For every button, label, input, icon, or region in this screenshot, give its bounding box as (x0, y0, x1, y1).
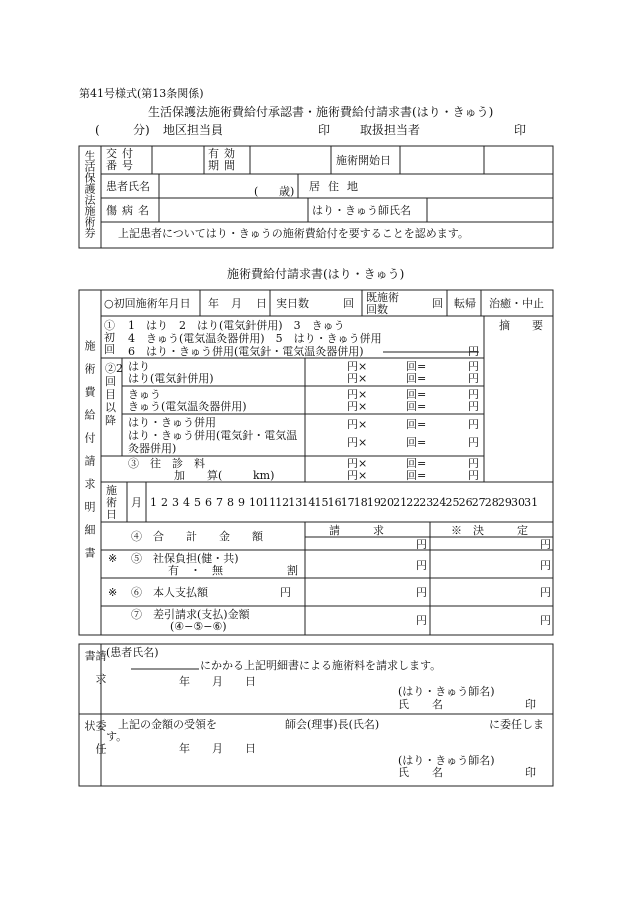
first-yen: 円 (468, 345, 479, 358)
calc-yen-result: 円 (468, 388, 479, 401)
calc-yen-result: 円 (468, 436, 479, 449)
treatment-days (150, 497, 554, 511)
total-label: ④ 合 計 金 額 (131, 530, 263, 543)
outcome-label: 転帰 (454, 297, 476, 310)
calc-times: 回= (406, 360, 427, 373)
treatment-day-2: 2 (161, 496, 168, 509)
yen: 円 (280, 586, 291, 599)
treatment-day-25: 25 (445, 496, 460, 509)
yen: 円 (540, 614, 551, 627)
treatment-day-14: 14 (301, 496, 316, 509)
calc-times: 回= (406, 418, 427, 431)
treatment-day-23: 23 (419, 496, 434, 509)
second-visit-label: ②2回目以降 (105, 362, 123, 427)
age-open: ( (254, 185, 259, 198)
district-mid: 分) (133, 123, 150, 137)
yen: 円 (416, 538, 427, 551)
first-line-2: 4 きゅう(電気温灸器併用) 5 はり・きゅう併用 (128, 332, 382, 345)
address-label: 居住地 (309, 180, 366, 193)
delegation-date: 年 月 日 (179, 742, 256, 755)
treatment-day-26: 26 (458, 496, 473, 509)
approval-side-label: 生活保護法施術券 (83, 150, 96, 238)
diff-label: ⑦ 差引請求(支払)金額 (131, 608, 250, 621)
self-mark: ※ (108, 586, 118, 599)
treatment-day-29: 29 (497, 496, 512, 509)
treatment-day-6: 6 (205, 496, 212, 509)
calc-yen-result: 円 (468, 372, 479, 385)
cure-label: 治癒・中止 (489, 297, 544, 310)
km-label: km) (253, 469, 275, 482)
seal-mark: 印 (318, 123, 331, 137)
diff-sub-label: (④−⑤−⑥) (170, 620, 227, 633)
yen: 円 (416, 559, 427, 572)
calc-yen-result: 円 (468, 418, 479, 431)
year-label: 年 (208, 297, 219, 310)
yen: 円 (416, 586, 427, 599)
calc-yen: 円× (347, 388, 368, 401)
calc-yen: 円× (347, 457, 368, 470)
delegation-statement-2: 師会(理事)長(氏名) (285, 718, 380, 731)
wari-label: 割 (287, 564, 298, 577)
delegation-statement-4: す。 (106, 730, 128, 743)
calc-times: 回= (406, 372, 427, 385)
calc-yen: 円× (347, 418, 368, 431)
treatment-day-1: 1 (150, 496, 157, 509)
calc-yen: 円× (347, 469, 368, 482)
calc-yen: 円× (347, 372, 368, 385)
treatment-day-11: 11 (262, 496, 277, 509)
times-label-2: 回 (432, 297, 443, 310)
treat-month-label: 月 (131, 496, 142, 509)
treatment-day-4: 4 (183, 496, 190, 509)
calc-times: 回= (406, 436, 427, 449)
seal-mark: 印 (525, 766, 536, 779)
claim-column-label: 請 求 (329, 524, 384, 537)
delegation-statement-3: に委任しま (489, 718, 544, 731)
hari-elec-label: はり(電気針併用) (128, 372, 214, 385)
request-patient-label: (患者氏名) (106, 646, 159, 659)
yen: 円 (540, 559, 551, 572)
hari-label: はり (128, 360, 150, 373)
approval-statement: 上記患者についてはり・きゅうの施術費給付を要することを認めます。 (118, 227, 469, 240)
treatment-day-27: 27 (471, 496, 486, 509)
calc-yen-result: 円 (468, 457, 479, 470)
district-open: ( (95, 123, 100, 137)
seal-mark: 印 (514, 123, 527, 137)
practitioner-label: はり・きゅう師氏名 (312, 204, 411, 217)
calc-times: 回= (406, 388, 427, 401)
times-label: 回 (343, 297, 354, 310)
share-mark: ※ (108, 552, 118, 565)
request-date: 年 月 日 (179, 675, 256, 688)
request-name-label: 氏 名 (398, 698, 449, 711)
treatment-day-7: 7 (216, 496, 223, 509)
decision-column-label: ※ 決 定 (451, 524, 528, 537)
delegation-name-label: 氏 名 (398, 766, 449, 779)
treatment-day-31: 31 (524, 496, 539, 509)
yen: 円 (540, 538, 551, 551)
treatment-day-18: 18 (353, 496, 368, 509)
form-number: 第41号様式(第13条関係) (79, 87, 204, 100)
first-line-3: 6 はり・きゅう併用(電気針・電気温灸器併用) (128, 345, 364, 358)
claim-title: 施術費給付請求書(はり・きゅう) (227, 267, 405, 281)
form-title: 生活保護法施術費給付承認書・施術費給付請求書(はり・きゅう) (148, 105, 494, 119)
district-officer-label: 地区担当員 (163, 123, 224, 137)
yen: 円 (416, 614, 427, 627)
disease-label: 傷病名 (106, 204, 154, 217)
valid-period-label: 有効期間 (208, 147, 240, 172)
treatment-day-12: 12 (275, 496, 290, 509)
combo-elec-label: はり・きゅう併用(電気針・電気温灸器併用) (128, 429, 298, 455)
calc-yen: 円× (347, 360, 368, 373)
issue-no-label: 交付番号 (106, 147, 138, 172)
start-date-label: 施術開始日 (336, 154, 391, 167)
treatment-day-28: 28 (484, 496, 499, 509)
treatment-day-19: 19 (366, 496, 381, 509)
visit-fee-label: ③ 往 診 料 (128, 457, 205, 470)
first-visit-label: ①初回 (104, 319, 115, 356)
addition-label: 加 算( (174, 469, 223, 482)
treatment-day-13: 13 (288, 496, 303, 509)
treatment-day-5: 5 (194, 496, 201, 509)
treatment-day-30: 30 (511, 496, 525, 509)
treat-day-label: 施術日 (106, 484, 117, 521)
yen: 円 (540, 586, 551, 599)
calc-times: 回= (406, 457, 427, 470)
treatment-day-15: 15 (314, 496, 329, 509)
treatment-day-8: 8 (227, 496, 234, 509)
self-pay-label: ⑥ 本人支払額 (131, 586, 208, 599)
calc-yen-result: 円 (468, 400, 479, 413)
previous-count-label: 既施術回数 (366, 291, 399, 316)
delegation-side-label: 委任状 (83, 720, 107, 766)
calc-yen-result: 円 (468, 360, 479, 373)
share-sub-label: 有 ・ 無 (168, 564, 223, 577)
kyu-label: きゅう (128, 388, 161, 401)
request-side-label: 請求書 (83, 650, 107, 696)
delegation-practitioner-label: (はり・きゅう師名) (398, 754, 495, 767)
treatment-day-10: 10 (249, 496, 263, 509)
treatment-day-22: 22 (406, 496, 421, 509)
treatment-day-3: 3 (172, 496, 179, 509)
calc-yen: 円× (347, 400, 368, 413)
handler-label: 取扱担当者 (360, 123, 421, 137)
kyu-elec-label: きゅう(電気温灸器併用) (128, 400, 247, 413)
calc-times: 回= (406, 400, 427, 413)
seal-mark: 印 (525, 698, 536, 711)
claim-side-label: 施術費給付請求明細書 (83, 340, 96, 570)
treatment-day-20: 20 (380, 496, 394, 509)
day-label: 日 (256, 297, 267, 310)
treatment-day-9: 9 (238, 496, 245, 509)
calc-yen: 円× (347, 436, 368, 449)
delegation-statement-1: 上記の金額の受領を (118, 718, 217, 731)
calc-yen-result: 円 (468, 469, 479, 482)
calc-times: 回= (406, 469, 427, 482)
patient-name-label: 患者氏名 (106, 180, 150, 193)
month-label: 月 (231, 297, 242, 310)
first-line-1: 1 はり 2 はり(電気針併用) 3 きゅう (128, 319, 345, 332)
request-statement: にかかる上記明細書による施術料を請求します。 (200, 659, 442, 672)
request-practitioner-label: (はり・きゅう師名) (398, 685, 495, 698)
treatment-day-24: 24 (432, 496, 447, 509)
summary-label: 摘要 (499, 319, 565, 332)
treatment-day-17: 17 (340, 496, 355, 509)
treatment-day-21: 21 (393, 496, 408, 509)
combo-label: はり・きゅう併用 (128, 416, 216, 429)
treatment-day-16: 16 (327, 496, 342, 509)
age-close: 歳) (279, 185, 295, 198)
share-label: ⑤ 社保負担(健・共) (131, 552, 239, 565)
first-date-label: ○初回施術年月日 (104, 297, 191, 310)
actual-days-label: 実日数 (276, 297, 309, 310)
